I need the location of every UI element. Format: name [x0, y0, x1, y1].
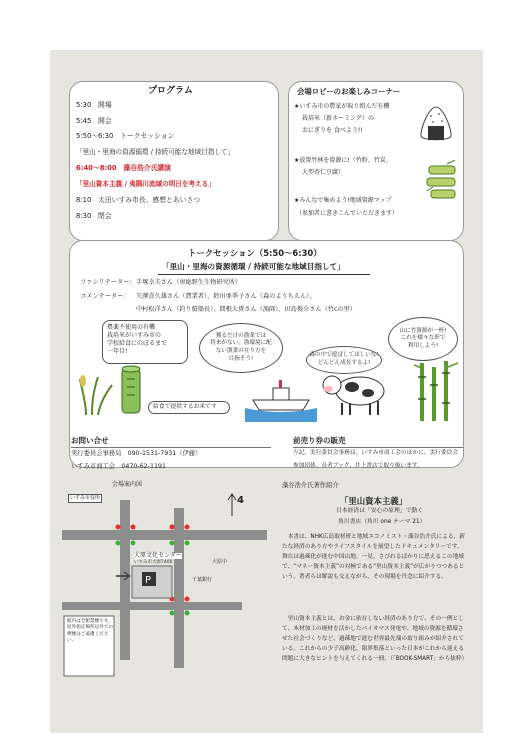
map-venue-label: 大原文化センター — [134, 552, 182, 559]
book-title: 「里山資本主義」 — [340, 496, 407, 506]
map-road-number: 4 — [237, 495, 244, 506]
lobby-item: ★いすみ市の農家が取り組んだ有機 — [294, 103, 390, 110]
flyer-back-page — [50, 50, 483, 733]
cow-illustration — [320, 369, 390, 417]
rice-plant-illustration — [78, 371, 114, 417]
rice-bag-illustration — [118, 363, 144, 415]
speech-bubble-forest: 森の中で遊ばしてほしいな! どんどん成長するよ! — [306, 346, 382, 374]
venue-map — [62, 480, 272, 705]
commentators: 中村松洋さん（釣り船船長）、間根大貴さん（漁師）、田島俊介さん（竹cの里） — [136, 306, 356, 313]
talk-subtitle: 「里山・里海の資源循環 / 持続可能な地域目指して」 — [162, 262, 345, 271]
map-venue-sub: いすみ市大原7400 — [134, 560, 173, 565]
commentator-label: コメンテーター： — [80, 293, 130, 300]
book-paragraph: 里山資本主義とは、お金に依存しない経済のあり方で、その一例として、木材加工の廃材を活かしたバイオマス発電や、地域の資源を循環させた社会づくりなど、過疎地で進む世界最先端の取り組みが紹介されている。これからの少子高齢化、限界集落といった日本がこれから迎える問題に大きなヒントを与えてくれる一冊。（「BOOK-SMART」から抜粋） — [282, 616, 468, 662]
speech-bubble-farmer: 農薬不使用の有機 栽培米がいすみ市の 学校給食にのぼるまで 一年目! — [102, 320, 188, 364]
svg-text:P: P — [145, 575, 152, 586]
map-station-label: いすみ市役所 — [70, 495, 101, 501]
map-place-label: 千葉銀行 — [192, 577, 213, 583]
program-item: 「里山・里海の資源循環 / 持続可能な地域目指して」 — [76, 148, 235, 156]
contact-divider — [71, 447, 271, 448]
map-drawing — [62, 490, 272, 695]
lobby-box — [288, 81, 464, 241]
contact-line: いすみ市商工会 0470-62-1191 — [71, 463, 166, 470]
tickets-line: 参加団体、長者ブック、井上書店で取り扱います。 — [293, 463, 423, 469]
program-item-highlight: 6:40～8:00 藻谷浩介氏講演 — [76, 164, 171, 172]
lobby-item: ★みんなで集めよう!地域資源マップ — [294, 197, 392, 204]
tickets-divider — [293, 447, 463, 448]
program-title: プログラム — [148, 86, 193, 96]
lobby-item: 大型杏仁豆腐） — [302, 169, 345, 176]
contact-line: 実行委員会事務局 090-1531-7931（伊藤） — [71, 450, 202, 457]
program-item: 8:30 閉会 — [76, 212, 112, 220]
bamboo-illustration — [425, 160, 459, 204]
lobby-item: おにぎりを 食べよう!! — [302, 127, 363, 134]
program-item: 5:45 開会 — [76, 117, 112, 125]
talk-subtitle-underline — [158, 274, 370, 275]
bamboo-grove-illustration — [412, 359, 460, 421]
book-publisher: 角川書店（角川 one テーマ 21） — [338, 519, 426, 525]
onigiri-illustration — [417, 104, 455, 144]
book-paragraph: 本書は、NHK広島取材班と地域エコノミスト・藻谷浩介氏による、新たな経済のあり方やライフスタイルを展望したドキュメンタリーです。舞台は過疎化が進む中国山地。一見、さびれるばかりに思えるこの地域で、“マネー資本主義”の対極である“里山資本主義”が広がりつつあるという。著者らは解説も交えながら、その現場を丹念に紹介する。 — [282, 534, 465, 580]
contact-title: お問い合せ — [71, 436, 109, 445]
lobby-item: 栽培米（新ネーミング）の — [302, 115, 375, 122]
program-box — [69, 81, 279, 241]
program-item: 8:10 太田いすみ市長、感想とあいさつ — [76, 196, 201, 204]
map-place-label: 大原中 — [212, 559, 228, 565]
book-subtitle: 日本経済は「安心の原理」で動く — [336, 508, 423, 514]
caption-school-lunch-rice: 給食で提供するお米です — [148, 401, 230, 414]
talk-session-box — [69, 240, 464, 468]
commentators: 矢澤喜久雄さん（農業者）、鈴田亜季子さん（森のようちえん）、 — [136, 293, 316, 300]
map-title: 会場案内図 — [112, 481, 143, 488]
program-item: 5:30 開場 — [76, 101, 112, 109]
speech-bubble-fisher: 獲るだけの漁業では 将来がない。漁環境に配 ない漁業の在り方を 目指そう! — [199, 323, 283, 373]
lobby-item: ★放置竹林を資源に!（竹粉、竹炭、 — [294, 157, 392, 164]
map-note: 館内は全館禁煙です。屋外指定場所以外での喫煙はご遠慮ください。 — [67, 619, 113, 644]
book-section-title: 藻谷浩介氏著作紹介 — [282, 482, 339, 489]
lobby-title: 会場ロビーのお楽しみコーナー — [297, 87, 401, 96]
program-item: 5:50～6:30 トークセッション — [76, 132, 175, 140]
facilitator: 手塚幸夫さん（房総野生生物研究所） — [136, 279, 242, 286]
tickets-line: 左記、実行委員会事務局、いすみ市商工会のほかに、実行委員会 — [293, 450, 458, 456]
fishing-boat-illustration — [245, 376, 317, 422]
program-item-highlight: 「里山資本主義 / 夷隅川流域の明日を考える」 — [76, 180, 215, 188]
lobby-item: （参加者に書きこんでいただきます） — [296, 210, 399, 217]
speech-bubble-bamboo: 山に竹資源が一杯! これを様々な形で 利用しよう! — [388, 317, 458, 361]
tickets-title: 前売り券の販売 — [293, 436, 346, 445]
facilitator-label: ファシリテーター： — [80, 279, 136, 286]
talk-title: トークセッション（5:50～6:30） — [188, 248, 322, 258]
